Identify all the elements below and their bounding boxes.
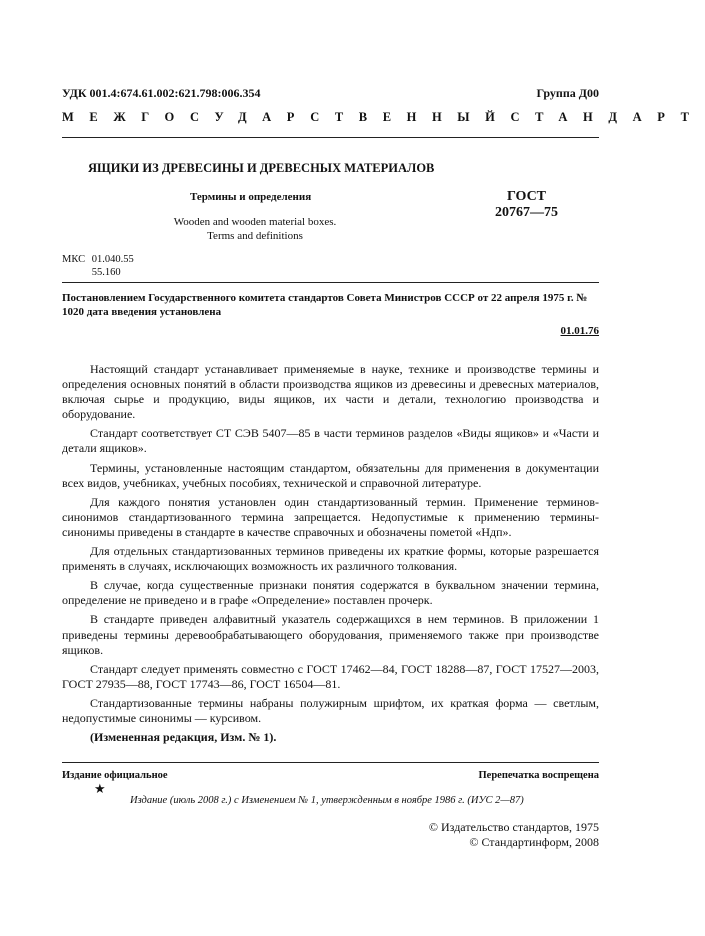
- english-title: [160, 215, 350, 243]
- paragraph: Настоящий стандарт устанавливает применяемые в науке, технике и производстве термины и определения основных понятий в области производства ящиков из древесины и древесных материалов, включая сырье и продукцию, виды ящиков, их части и детали, технологию производства и оборудование.: [62, 362, 599, 422]
- standard-banner: [62, 110, 705, 125]
- mks-code-1: 01.040.55: [91, 254, 134, 265]
- english-title-line-2: Terms and definitions: [207, 230, 303, 242]
- document-title: ЯЩИКИ ИЗ ДРЕВЕСИНЫ И ДРЕВЕСНЫХ МАТЕРИАЛОВ: [88, 161, 435, 175]
- adoption-resolution: Постановлением Государственного комитета стандартов Совета Министров СССР от 22 апреля 1975 г. № 1020 дата введения установлена: [62, 292, 588, 318]
- title-divider: [62, 282, 599, 283]
- banner-word-standard: СТАНДАРТ: [510, 110, 705, 124]
- paragraph: Стандарт следует применять совместно с ГОСТ 17462—84, ГОСТ 18288—87, ГОСТ 17527—2003, ГОСТ 27935—88, ГОСТ 17743—86, ГОСТ 16504—81.: [62, 661, 599, 691]
- paragraph: Для каждого понятия установлен один стандартизованный термин. Применение терминов-синонимов стандартизованного термина запрещается. Недопустимые к применению термины-синонимы приведены в стандарте в качестве справочных и обозначены пометой «Ндп».: [62, 494, 599, 539]
- star-icon: ★: [94, 781, 106, 796]
- mks-code-2: 55.160: [91, 267, 121, 278]
- paragraph: В случае, когда существенные признаки понятия содержатся в буквальном значении термина, определение не приведено и в графе «Определение» поставлен прочерк.: [62, 578, 599, 608]
- udk-code: УДК 001.4:674.61.002:621.798:006.354: [62, 86, 261, 100]
- paragraph: Термины, установленные настоящим стандартом, обязательны для применения в документации всех видов, учебниках, учебных пособиях, технической и справочной литературе.: [62, 460, 599, 490]
- gost-number: 20767—75: [495, 205, 558, 220]
- paragraph: Для отдельных стандартизованных терминов приведены их краткие формы, которые разрешается применять в случаях, исключающих возможность их различного толкования.: [62, 544, 599, 574]
- gost-label: ГОСТ: [506, 189, 547, 204]
- paragraph: Стандарт соответствует СТ СЭВ 5407—85 в части терминов разделов «Виды ящиков» и «Части и детали ящиков».: [62, 426, 599, 456]
- amendment-note: (Измененная редакция, Изм. № 1).: [90, 730, 277, 745]
- edition-note: Издание (июль 2008 г.) с Изменением № 1, утвержденным в ноябре 1986 г. (ИУС 2—87): [130, 795, 524, 806]
- document-subtitle: Термины и определения: [190, 191, 312, 203]
- copyright-block: [429, 820, 599, 850]
- english-title-line-1: Wooden and wooden material boxes.: [173, 216, 337, 228]
- paragraph: В стандарте приведен алфавитный указатель содержащихся в нем терминов. В приложении 1 приведены термины деревообрабатывающего оборудования, применяемого также при производстве ящиков.: [62, 612, 599, 657]
- effective-date: 01.01.76: [560, 325, 599, 337]
- reprint-prohibited-label: Перепечатка воспрещена: [478, 770, 599, 781]
- copyright-line-2: © Стандартинформ, 2008: [469, 835, 599, 849]
- group-code: Группа Д00: [536, 86, 599, 100]
- banner-word-interstate: МЕЖГОСУДАРСТВЕННЫЙ: [62, 110, 511, 124]
- copyright-line-1: © Издательство стандартов, 1975: [428, 820, 599, 834]
- footer-divider: [62, 762, 599, 763]
- mks-label: МКС: [62, 254, 86, 265]
- official-edition-label: Издание официальное: [62, 770, 168, 781]
- header-divider: [62, 137, 599, 138]
- gost-designation: [495, 189, 558, 221]
- mks-classification: [62, 253, 134, 279]
- paragraph: Стандартизованные термины набраны полужирным шрифтом, их краткая форма — светлым, недопустимые синонимы — курсивом.: [62, 695, 599, 725]
- introduction-text: [62, 362, 599, 745]
